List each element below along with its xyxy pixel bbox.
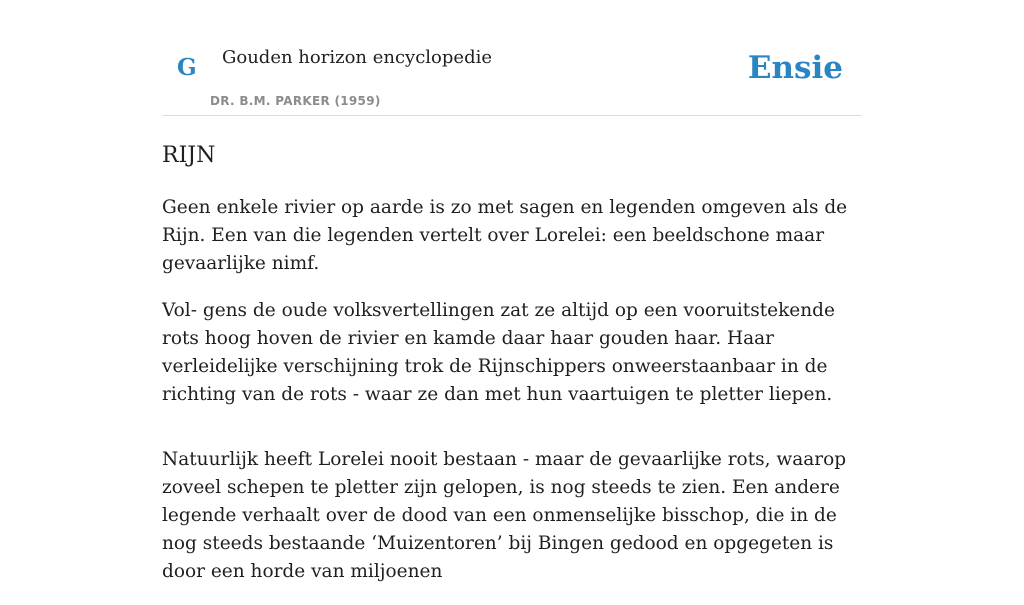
source-title-link[interactable]: Gouden horizon encyclopedie (222, 47, 492, 68)
source-author: DR. B.M. PARKER (1959) (210, 94, 381, 108)
entry-paragraph: Vol- gens de oude volksvertellingen zat ze altijd op een vooruitstekende rots hoog hoven de rivier en kamde daar haar gouden haar. Haar verleidelijke verschijning trok de Rijnschippers onweerstaanbaar in de richting van de rots - waar ze dan met hun vaartuigen te pletter liepen. (162, 300, 835, 405)
page (162, 0, 862, 605)
entry-paragraph: Natuurlijk heeft Lorelei nooit bestaan - maar de gevaarlijke rots, waarop zoveel schepen te pletter zijn gelopen, is nog steeds te zien. Een andere legende verhaalt over de dood van een onmenselijke bisschop, die in de nog steeds bestaande ‘Muizentoren’ bij Bingen gedood en opgegeten is door een horde van miljoenen (162, 449, 847, 582)
entry-content (162, 194, 862, 586)
source-header (162, 0, 862, 116)
entry-paragraph: Geen enkele rivier op aarde is zo met sagen en legenden omgeven als de Rijn. Een van die legenden vertelt over Lorelei: een beeldschone maar gevaarlijke nimf. (162, 197, 848, 274)
entry-title: RIJN (162, 143, 216, 168)
ensie-logo-link[interactable]: Ensie (747, 50, 843, 86)
source-logo[interactable]: G (177, 54, 197, 81)
